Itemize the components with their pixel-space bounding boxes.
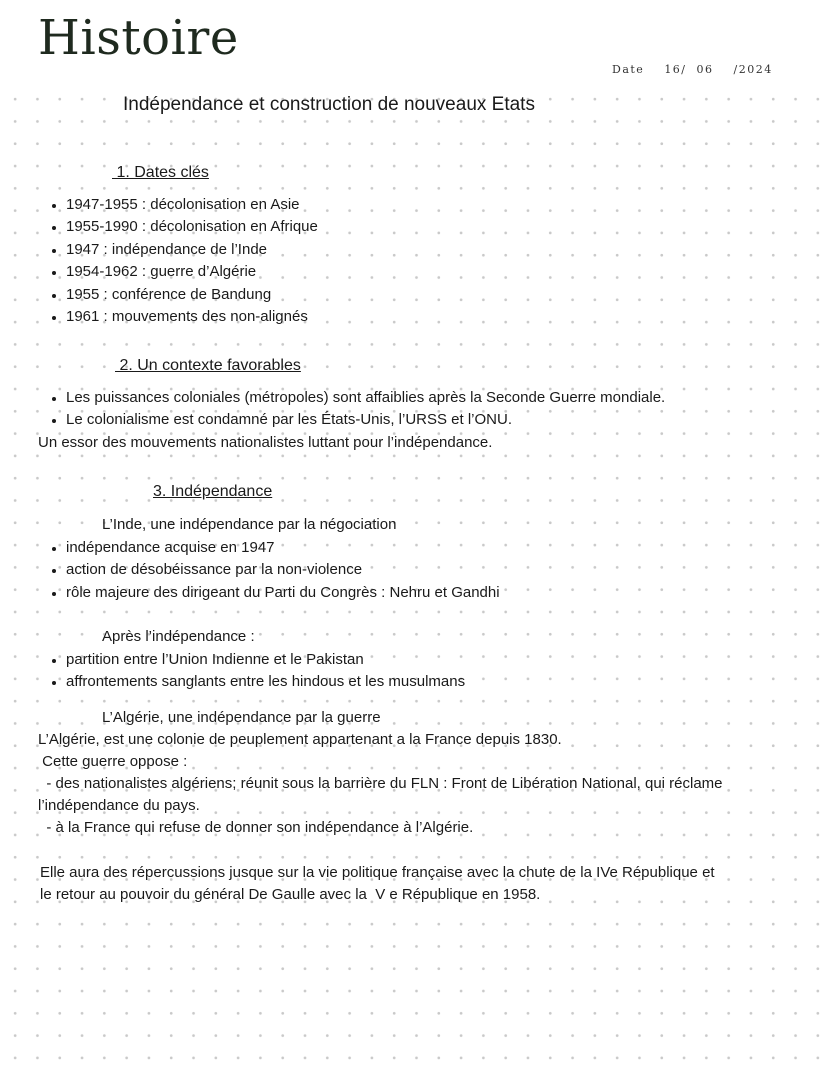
date-month: 06 <box>696 63 714 76</box>
section1-list <box>48 194 318 328</box>
conclusion-line: Elle aura des répercussions jusque sur la vie politique française avec la chute de la IVe République et <box>40 864 715 881</box>
list-item: partition entre l’Union Indienne et le Pakistan <box>48 649 465 671</box>
section2-list <box>48 387 665 432</box>
conclusion-line: le retour au pouvoir du général De Gaulle avec la V e République en 1958. <box>40 886 541 903</box>
list-item: rôle majeure des dirigeant du Parti du Congrès : Nehru et Gandhi <box>48 582 500 604</box>
list-item: 1954-1962 : guerre d’Algérie <box>48 261 318 283</box>
list-item: 1947 : indépendance de l’Inde <box>48 239 318 261</box>
algerie-line: - à la France qui refuse de donner son indépendance à l’Algérie. <box>38 819 474 836</box>
page-title: Histoire <box>38 10 239 66</box>
algerie-line: - des nationalistes algériens; réunit sous la barrière du FLN : Front de Libération National, qui réclame <box>38 775 723 792</box>
algerie-line: L’Algérie, est une colonie de peuplement appartenant a la France depuis 1830. <box>38 731 562 748</box>
date-label: Date <box>612 63 645 76</box>
section2-heading: 2. Un contexte favorables <box>115 357 301 374</box>
list-item: affrontements sanglants entre les hindous et les musulmans <box>48 671 465 693</box>
inde-subtitle: L’Inde, une indépendance par la négociation <box>102 516 397 533</box>
list-item: indépendance acquise en 1947 <box>48 537 500 559</box>
document-title: Indépendance et construction de nouveaux Etats <box>123 94 535 115</box>
list-item: 1955 : conférence de Bandung <box>48 284 318 306</box>
list-item: Les puissances coloniales (métropoles) sont affaiblies après la Seconde Guerre mondiale. <box>48 387 665 409</box>
section3-heading: 3. Indépendance <box>153 483 273 500</box>
list-item: Le colonialisme est condamné par les États-Unis, l’URSS et l’ONU. <box>48 409 665 431</box>
date-day: 16/ <box>664 63 687 76</box>
list-item: 1947-1955 : décolonisation en Asie <box>48 194 318 216</box>
apres-subtitle: Après l’indépendance : <box>102 628 255 645</box>
algerie-line: Cette guerre oppose : <box>38 753 188 770</box>
algerie-subtitle: L’Algérie, une indépendance par la guerre <box>102 709 381 726</box>
list-item: 1961 : mouvements des non-alignés <box>48 306 318 328</box>
apres-list <box>48 649 465 694</box>
date-field <box>612 63 773 76</box>
inde-list <box>48 537 500 604</box>
algerie-line: l’indépendance du pays. <box>38 797 200 814</box>
date-year: /2024 <box>733 63 773 76</box>
section2-text: Un essor des mouvements nationalistes luttant pour l’indépendance. <box>38 434 493 451</box>
list-item: action de désobéissance par la non-violence <box>48 559 500 581</box>
section1-heading: 1. Dates clés <box>112 164 209 181</box>
list-item: 1955-1990 : décolonisation en Afrique <box>48 216 318 238</box>
